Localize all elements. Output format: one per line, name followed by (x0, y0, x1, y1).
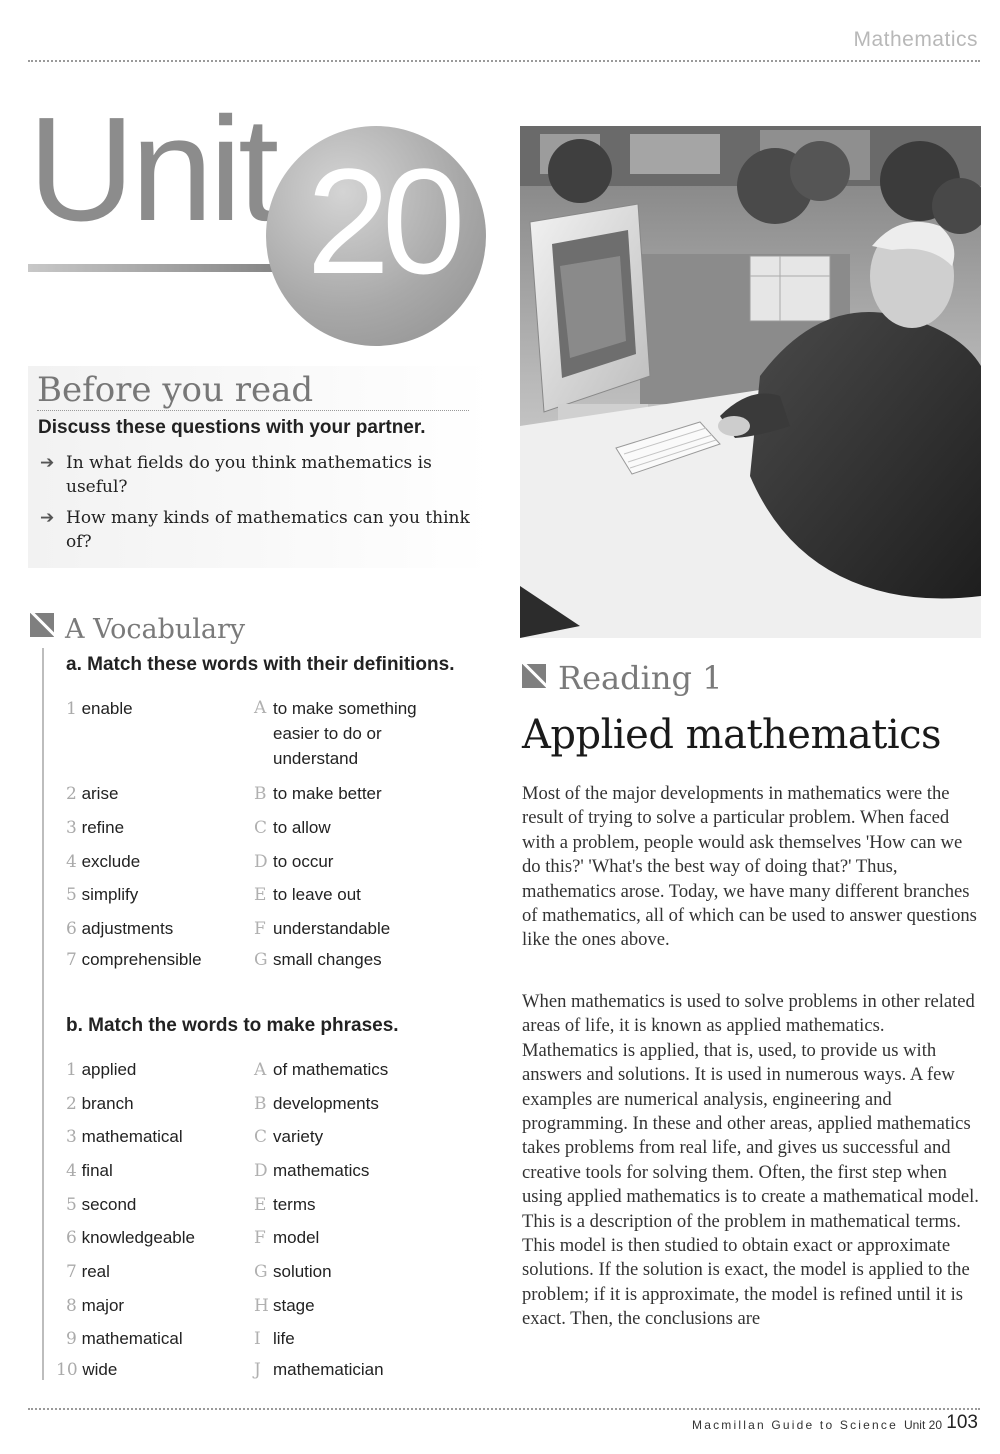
item-letter: C (254, 818, 268, 838)
section-arrow-icon (522, 664, 546, 688)
item-letter: E (254, 1195, 267, 1215)
item-letter: A (254, 698, 267, 718)
exercise-a-definition (254, 781, 484, 807)
footer-brand (692, 1418, 942, 1432)
exercise-b-phrase-end (254, 1091, 484, 1117)
item-letter: C (254, 1127, 268, 1147)
exercise-b-phrase-end (254, 1124, 484, 1150)
exercise-a-title: a. Match these words with their definitions. (66, 654, 455, 675)
header-rule (28, 60, 980, 62)
exercise-a-word (66, 815, 124, 841)
item-number: 4 (66, 852, 77, 872)
item-letter: G (254, 950, 268, 970)
item-word: adjustments (81, 919, 174, 938)
item-number: 6 (66, 1228, 77, 1248)
item-word: major (81, 1296, 125, 1315)
exercise-b-word (66, 1091, 134, 1117)
item-word: exclude (81, 852, 141, 871)
item-word: terms (273, 1195, 316, 1214)
item-letter: G (254, 1262, 268, 1282)
exercise-a-definition (254, 882, 484, 908)
photo-illustration (520, 126, 981, 638)
exercise-a-word (66, 916, 173, 942)
vocabulary-section-title: A Vocabulary (65, 614, 246, 645)
question-item (40, 451, 470, 499)
item-word: mathematics (273, 1161, 370, 1180)
reading-paragraph: When mathematics is used to solve problems in other related areas of life, it is known as applied mathematics. Mathematics is applied, that is, used, to provide us with answers and solutions. It is used in numerous ways. A few examples are numerical analysis, engineering and programming. In these and other areas, applied mathematics takes problems from real life, and gives us successful and creative tools for solving them. Often, the first step when using applied mathematics is to create a mathematical model. This is a description of the problem in mathematical terms. This model is then studied to obtain exact or approximate solutions. If the solution is exact, the model is applied to the problem; if it is approximate, the model is refined until it is exact. Then, the conclusions are (522, 991, 979, 1330)
exercise-b-phrase-end (254, 1293, 484, 1319)
exercise-b-phrase-end (254, 1225, 484, 1251)
vocabulary-margin-line (42, 648, 44, 1380)
exercise-b-word (66, 1225, 195, 1251)
item-number: 1 (66, 699, 77, 719)
reading-paragraph: Most of the major developments in mathematics were the result of trying to solve a particular problem. When faced with a problem, people would ask themselves 'How can we do this?' 'What's the best way of doing that?' Thus, mathematics arose. Today, we have many different branches of mathematics, all of which can be used to answer questions like the ones above. (522, 783, 977, 951)
item-number: 5 (66, 1195, 77, 1215)
unit-number: 20 (306, 137, 458, 305)
section-arrow-icon (30, 613, 54, 637)
item-definition: to make better (273, 784, 382, 803)
exercise-a-word (66, 849, 140, 875)
item-number: 9 (66, 1329, 77, 1349)
item-letter: F (254, 919, 266, 939)
exercise-a-word (66, 696, 133, 722)
item-word: of mathematics (273, 1060, 389, 1079)
exercise-a-definition (254, 947, 484, 973)
item-word: variety (273, 1127, 324, 1146)
running-head: Mathematics (853, 28, 978, 51)
item-word: real (81, 1262, 110, 1281)
exercise-a-definition (254, 696, 454, 771)
item-letter: B (254, 784, 267, 804)
item-word: solution (273, 1262, 332, 1281)
item-word: model (273, 1228, 320, 1247)
exercise-b-phrase-end (254, 1357, 484, 1383)
footer-unit-label: Unit 20 (903, 1418, 942, 1432)
item-word: refine (81, 818, 125, 837)
question-item (40, 506, 470, 554)
item-letter: A (254, 1060, 267, 1080)
item-definition: to occur (273, 852, 334, 871)
exercise-b-phrase-end (254, 1192, 484, 1218)
exercise-b-word (66, 1326, 183, 1352)
exercise-a-word (66, 882, 138, 908)
footer-brand-name: Macmillan Guide to Science (692, 1418, 898, 1432)
item-letter: I (254, 1329, 261, 1349)
unit-word: Unit (28, 87, 276, 252)
item-word: final (81, 1161, 113, 1180)
reading-section-title: Reading 1 (558, 659, 723, 697)
item-number: 2 (66, 784, 77, 804)
item-word: arise (81, 784, 119, 803)
item-word: comprehensible (81, 950, 202, 969)
item-number: 7 (66, 950, 77, 970)
exercise-b-word (56, 1357, 117, 1383)
exercise-a-definition (254, 916, 484, 942)
item-word: second (81, 1195, 137, 1214)
footer-rule (28, 1408, 980, 1410)
item-letter: D (254, 1161, 268, 1181)
item-number: 3 (66, 1127, 77, 1147)
item-word: stage (273, 1296, 315, 1315)
exercise-b-title: b. Match the words to make phrases. (66, 1015, 399, 1036)
item-word: mathematical (81, 1127, 183, 1146)
item-word: knowledgeable (81, 1228, 195, 1247)
item-number: 6 (66, 919, 77, 939)
exercise-b-word (66, 1158, 113, 1184)
exercise-b-phrase-end (254, 1057, 484, 1083)
item-word: mathematician (273, 1360, 384, 1379)
item-number: 3 (66, 818, 77, 838)
item-definition: small changes (273, 950, 382, 969)
exercise-b-word (66, 1057, 136, 1083)
item-word: applied (81, 1060, 137, 1079)
arrow-right-icon: ➔ (40, 453, 55, 473)
office-computer-photo (520, 126, 981, 638)
item-number: 7 (66, 1262, 77, 1282)
exercise-b-phrase-end (254, 1259, 484, 1285)
before-you-read-title: Before you read (37, 370, 314, 410)
exercise-b-phrase-end (254, 1158, 484, 1184)
item-definition: to leave out (273, 885, 361, 904)
item-number: 1 (66, 1060, 77, 1080)
item-number: 8 (66, 1296, 77, 1316)
question-text: In what fields do you think mathematics is useful? (66, 453, 432, 497)
exercise-b-word (66, 1192, 136, 1218)
exercise-b-word (66, 1124, 183, 1150)
item-word: developments (273, 1094, 379, 1113)
exercise-b-word (66, 1293, 124, 1319)
item-letter: E (254, 885, 267, 905)
page-number: 103 (946, 1412, 978, 1433)
item-word: life (273, 1329, 295, 1348)
exercise-a-word (66, 947, 202, 973)
item-definition: to make something easier to do or understand (273, 699, 417, 768)
item-word: enable (81, 699, 133, 718)
item-letter: H (254, 1296, 269, 1316)
exercise-a-word (66, 781, 118, 807)
item-definition: understandable (273, 919, 391, 938)
item-word: branch (81, 1094, 134, 1113)
item-number: 10 (56, 1360, 78, 1380)
exercise-b-word (66, 1259, 110, 1285)
item-letter: B (254, 1094, 267, 1114)
item-letter: F (254, 1228, 266, 1248)
item-letter: J (254, 1360, 261, 1380)
item-definition: to allow (273, 818, 331, 837)
item-word: simplify (81, 885, 139, 904)
question-text: How many kinds of mathematics can you think of? (66, 508, 470, 552)
before-you-read-rule (37, 410, 469, 411)
item-number: 5 (66, 885, 77, 905)
item-number: 2 (66, 1094, 77, 1114)
exercise-a-definition (254, 849, 484, 875)
item-word: wide (82, 1360, 118, 1379)
exercise-b-phrase-end (254, 1326, 484, 1352)
item-word: mathematical (81, 1329, 183, 1348)
reading-title: Applied mathematics (522, 712, 942, 758)
item-number: 4 (66, 1161, 77, 1181)
arrow-right-icon: ➔ (40, 508, 55, 528)
item-letter: D (254, 852, 268, 872)
before-you-read-instruction: Discuss these questions with your partner. (38, 417, 426, 438)
exercise-a-definition (254, 815, 484, 841)
